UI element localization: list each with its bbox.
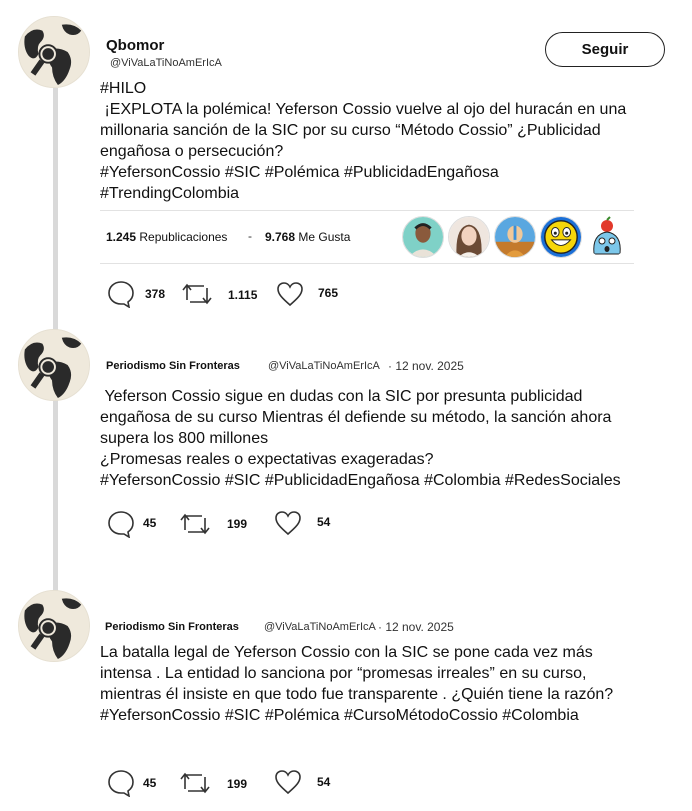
retweet-count: 199 [227,517,248,531]
likes-stat[interactable] [265,230,350,244]
liker-avatar[interactable] [448,216,490,258]
profile-logo-icon [19,17,89,87]
post-date[interactable]: · 12 nov. 2025 [388,359,464,373]
like-button[interactable] [274,510,302,536]
liker-avatar[interactable] [540,216,582,258]
tweet-text: Yeferson Cossio sigue en dudas con la SIC por presunta publicidad engañosa de su curso Mientras él defiende su método, la sanción ahora supera los 800 millones ¿Promesas reales o expectativas exageradas? #YefersonCossio #SIC #PublicidadEngañosa #Colombia #RedesSociales [100,388,621,489]
tweet-text: La batalla legal de Yeferson Cossio con la SIC se pone cada vez más intensa . La entidad lo sanciona por “promesas irreales” en su curso, mientras él insiste en que todo fue transparente . ¿Quién tiene la razón? #YefersonCossio #SIC #Polémica #CursoMétodoCossio #Colombia [100,644,614,724]
smiley-avatar-icon [541,217,581,257]
heart-icon [274,510,302,536]
likes-label: Me Gusta [298,230,351,244]
display-name[interactable]: Periodismo Sin Fronteras [105,621,239,633]
stats-separator: - [248,229,252,243]
person-avatar-icon [449,217,489,257]
like-button[interactable] [274,769,302,795]
likes-count: 9.768 [265,230,296,244]
reply-count: 45 [143,776,157,790]
heart-icon [274,769,302,795]
like-count: 765 [318,286,339,300]
profile-logo-icon [19,330,89,400]
liker-avatar[interactable] [494,216,536,258]
liker-avatar[interactable] [586,216,628,258]
reposts-count: 1.245 [106,230,137,244]
user-handle[interactable]: @ViVaLaTiNoAmErIcA [110,57,222,69]
retweet-count: 1.115 [228,288,258,302]
reply-bubble-icon [107,510,135,538]
like-count: 54 [317,775,331,789]
cartoon-character-icon [586,216,628,258]
heart-icon [276,281,304,307]
retweet-count: 199 [227,777,248,791]
engagement-stats [100,210,634,264]
reply-bubble-icon [107,769,135,797]
reposts-label: Republicaciones [139,230,228,244]
post-date[interactable]: · 12 nov. 2025 [378,620,454,634]
retweet-button[interactable] [180,280,214,308]
cartoon-avatar-icon [495,217,535,257]
avatar[interactable] [18,329,90,401]
reply-button[interactable] [107,280,135,308]
follow-button[interactable]: Seguir [545,32,665,67]
profile-logo-icon [19,591,89,661]
display-name[interactable]: Periodismo Sin Fronteras [106,360,240,372]
retweet-icon [178,510,212,538]
person-avatar-icon [403,217,443,257]
like-count: 54 [317,515,331,529]
reply-bubble-icon [107,280,135,308]
retweet-icon [180,280,214,308]
avatar[interactable] [18,590,90,662]
liker-avatar[interactable] [402,216,444,258]
retweet-icon [178,769,212,797]
reply-count: 378 [145,287,166,301]
reply-button[interactable] [107,510,135,538]
display-name[interactable]: Qbomor [106,37,165,54]
user-handle[interactable]: @ViVaLaTiNoAmErIcA [268,360,380,372]
retweet-button[interactable] [178,769,212,797]
reply-count: 45 [143,516,157,530]
tweet-text: #HILO ¡EXPLOTA la polémica! Yeferson Cossio vuelve al ojo del huracán en una millonaria sanción de la SIC por su curso “Método Cossio” ¿Publicidad engañosa o persecución? #YefersonCossio #SIC #Polémica #PublicidadEngañosa #TrendingColombia [100,80,627,202]
like-button[interactable] [276,281,304,307]
reposts-stat[interactable] [106,230,227,244]
retweet-button[interactable] [178,510,212,538]
avatar[interactable] [18,16,90,88]
user-handle[interactable]: @ViVaLaTiNoAmErIcA [264,621,376,633]
reply-button[interactable] [107,769,135,797]
